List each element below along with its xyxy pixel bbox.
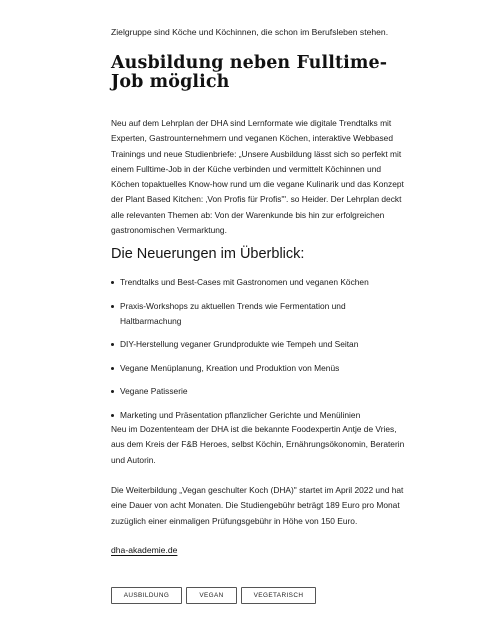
tag-vegan[interactable]: VEGAN bbox=[186, 587, 237, 604]
bullet-dot-icon bbox=[111, 414, 114, 417]
intro-text: Zielgruppe sind Köche und Köchinnen, die schon im Berufsleben stehen. bbox=[111, 27, 389, 37]
tag-list bbox=[111, 587, 316, 604]
list-item-text: Marketing und Präsentation pflanzlicher Gerichte und Menülinien bbox=[120, 409, 361, 420]
website-link[interactable]: dha-akademie.de bbox=[111, 545, 178, 555]
article-headline bbox=[111, 54, 387, 92]
text-line: eine Dauer von acht Monaten. Die Studiengebühr beträgt 189 Euro pro Monat bbox=[111, 500, 400, 511]
text-line: Neu auf dem Lehrplan der DHA sind Lernformate wie digitale Trendtalks mit bbox=[111, 118, 392, 128]
list-item bbox=[111, 275, 451, 290]
list-item-text: DIY-Herstellung veganer Grundprodukte wie Tempeh und Seitan bbox=[120, 339, 359, 349]
text-line: aus dem Kreis der F&B Heroes, selbst Köchin, Ernährungsökonomin, Beraterin bbox=[111, 439, 405, 450]
paragraph-lehrplan bbox=[111, 116, 446, 238]
tag-vegetarisch[interactable]: VEGETARISCH bbox=[241, 587, 316, 604]
list-item bbox=[111, 408, 451, 423]
text-line: und Autorin. bbox=[111, 454, 156, 465]
bullet-dot-icon bbox=[111, 281, 114, 284]
list-item-text: Vegane Patisserie bbox=[120, 386, 188, 396]
list-item-text: Vegane Menüplanung, Kreation und Produktion von Menüs bbox=[120, 362, 340, 373]
text-line: Köchen topaktuelles Know-how rund um die vegane Kulinarik und das Konzept bbox=[111, 179, 404, 189]
list-item bbox=[111, 361, 451, 376]
list-item bbox=[111, 384, 451, 399]
text-line: gastronomischen Vermarktung. bbox=[111, 224, 227, 235]
tag-ausbildung[interactable]: AUSBILDUNG bbox=[111, 587, 182, 604]
paragraph-weiterbildung bbox=[111, 483, 446, 529]
bullet-dot-icon bbox=[111, 343, 114, 346]
headline-line: Job möglich bbox=[111, 72, 230, 92]
list-item-text: Praxis-Workshops zu aktuellen Trends wie Fermentation und bbox=[120, 300, 346, 311]
text-line: zuzüglich einer einmaligen Prüfungsgebühr in Höhe von 150 Euro. bbox=[111, 515, 358, 526]
text-line: Neu im Dozententeam der DHA ist die bekannte Foodexpertin Antje de Vries, bbox=[111, 424, 397, 434]
text-line: alle relevanten Themen ab: Von der Warenkunde bis hin zur erfolgreichen bbox=[111, 209, 385, 220]
text-line: einem Fulltime-Job in der Küche verbinden und vermittelt Köchinnen und bbox=[111, 163, 382, 174]
list-item bbox=[111, 337, 451, 352]
list-item-text: Haltbarmachung bbox=[120, 315, 182, 326]
text-line: Trainings und neue Studienbriefe: „Unsere Ausbildung lässt sich so perfekt mit bbox=[111, 148, 402, 159]
paragraph-dozententeam bbox=[111, 422, 446, 468]
bullet-dot-icon bbox=[111, 305, 114, 308]
text-line: Experten, Gastrounternehmern und veganen Köchen, interaktive Webbased bbox=[111, 133, 393, 144]
headline-line: Ausbildung neben Fulltime- bbox=[111, 53, 388, 73]
bullet-dot-icon bbox=[111, 390, 114, 393]
list-item-text: Trendtalks und Best-Cases mit Gastronomen und veganen Köchen bbox=[120, 277, 369, 287]
list-item bbox=[111, 299, 451, 329]
bullet-dot-icon bbox=[111, 367, 114, 370]
text-line: Die Weiterbildung „Vegan geschulter Koch (DHA)" startet im April 2022 und hat bbox=[111, 485, 404, 495]
text-line: der Plant Based Kitchen: ‚Von Profis für Profis'". so Heider. Der Lehrplan deckt bbox=[111, 194, 402, 205]
features-list bbox=[111, 275, 451, 431]
section-subheading: Die Neuerungen im Überblick: bbox=[111, 246, 305, 262]
